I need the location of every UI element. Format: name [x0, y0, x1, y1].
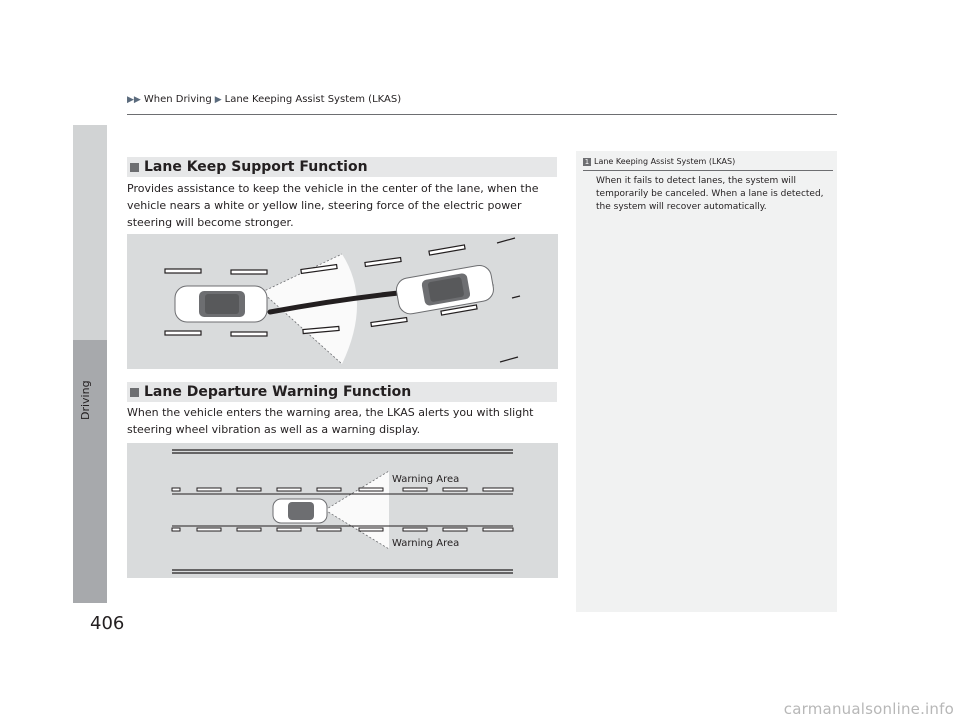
section-heading-lane-departure	[127, 382, 557, 402]
section-bullet-icon	[130, 163, 139, 172]
note-title	[583, 157, 735, 166]
car-left	[175, 286, 267, 322]
breadcrumb-arrow-icon: ▶	[214, 94, 222, 105]
note-title-text: Lane Keeping Assist System (LKAS)	[594, 157, 736, 166]
section-title: Lane Departure Warning Function	[144, 384, 412, 400]
page-number: 406	[90, 613, 125, 634]
side-tab-upper	[73, 125, 107, 340]
warning-area-label-top: Warning Area	[392, 474, 460, 485]
note-body: When it fails to detect lanes, the system will temporarily be canceled. When a lane is detected, the system will recover automatically.	[596, 176, 824, 212]
section-bullet-icon	[130, 388, 139, 397]
section-title: Lane Keep Support Function	[144, 159, 368, 175]
watermark: carmanualsonline.info	[783, 700, 954, 718]
car-center	[273, 499, 327, 523]
note-rule	[583, 170, 833, 171]
note-panel	[576, 151, 837, 612]
header-rule	[127, 114, 837, 115]
lane-departure-illustration	[127, 443, 558, 578]
side-tab-label: Driving	[79, 380, 92, 420]
section-body-lane-keep: Provides assistance to keep the vehicle in the center of the lane, when the vehicle nears a white or yellow line, steering force of the electric power steering will become stronger.	[127, 182, 539, 229]
section-body-lane-departure: When the vehicle enters the warning area, the LKAS alerts you with slight steering wheel vibration as well as a warning display.	[127, 406, 534, 436]
warning-area-label-bottom: Warning Area	[392, 538, 460, 549]
breadcrumb-arrow-icon: ▶▶	[127, 94, 141, 105]
breadcrumb-item[interactable]: When Driving	[143, 94, 212, 105]
note-index-badge: 1	[584, 157, 590, 166]
lane-keep-illustration	[127, 234, 558, 369]
breadcrumb	[127, 94, 401, 105]
breadcrumb-item[interactable]: Lane Keeping Assist System (LKAS)	[224, 94, 402, 105]
section-heading-lane-keep	[127, 157, 557, 177]
